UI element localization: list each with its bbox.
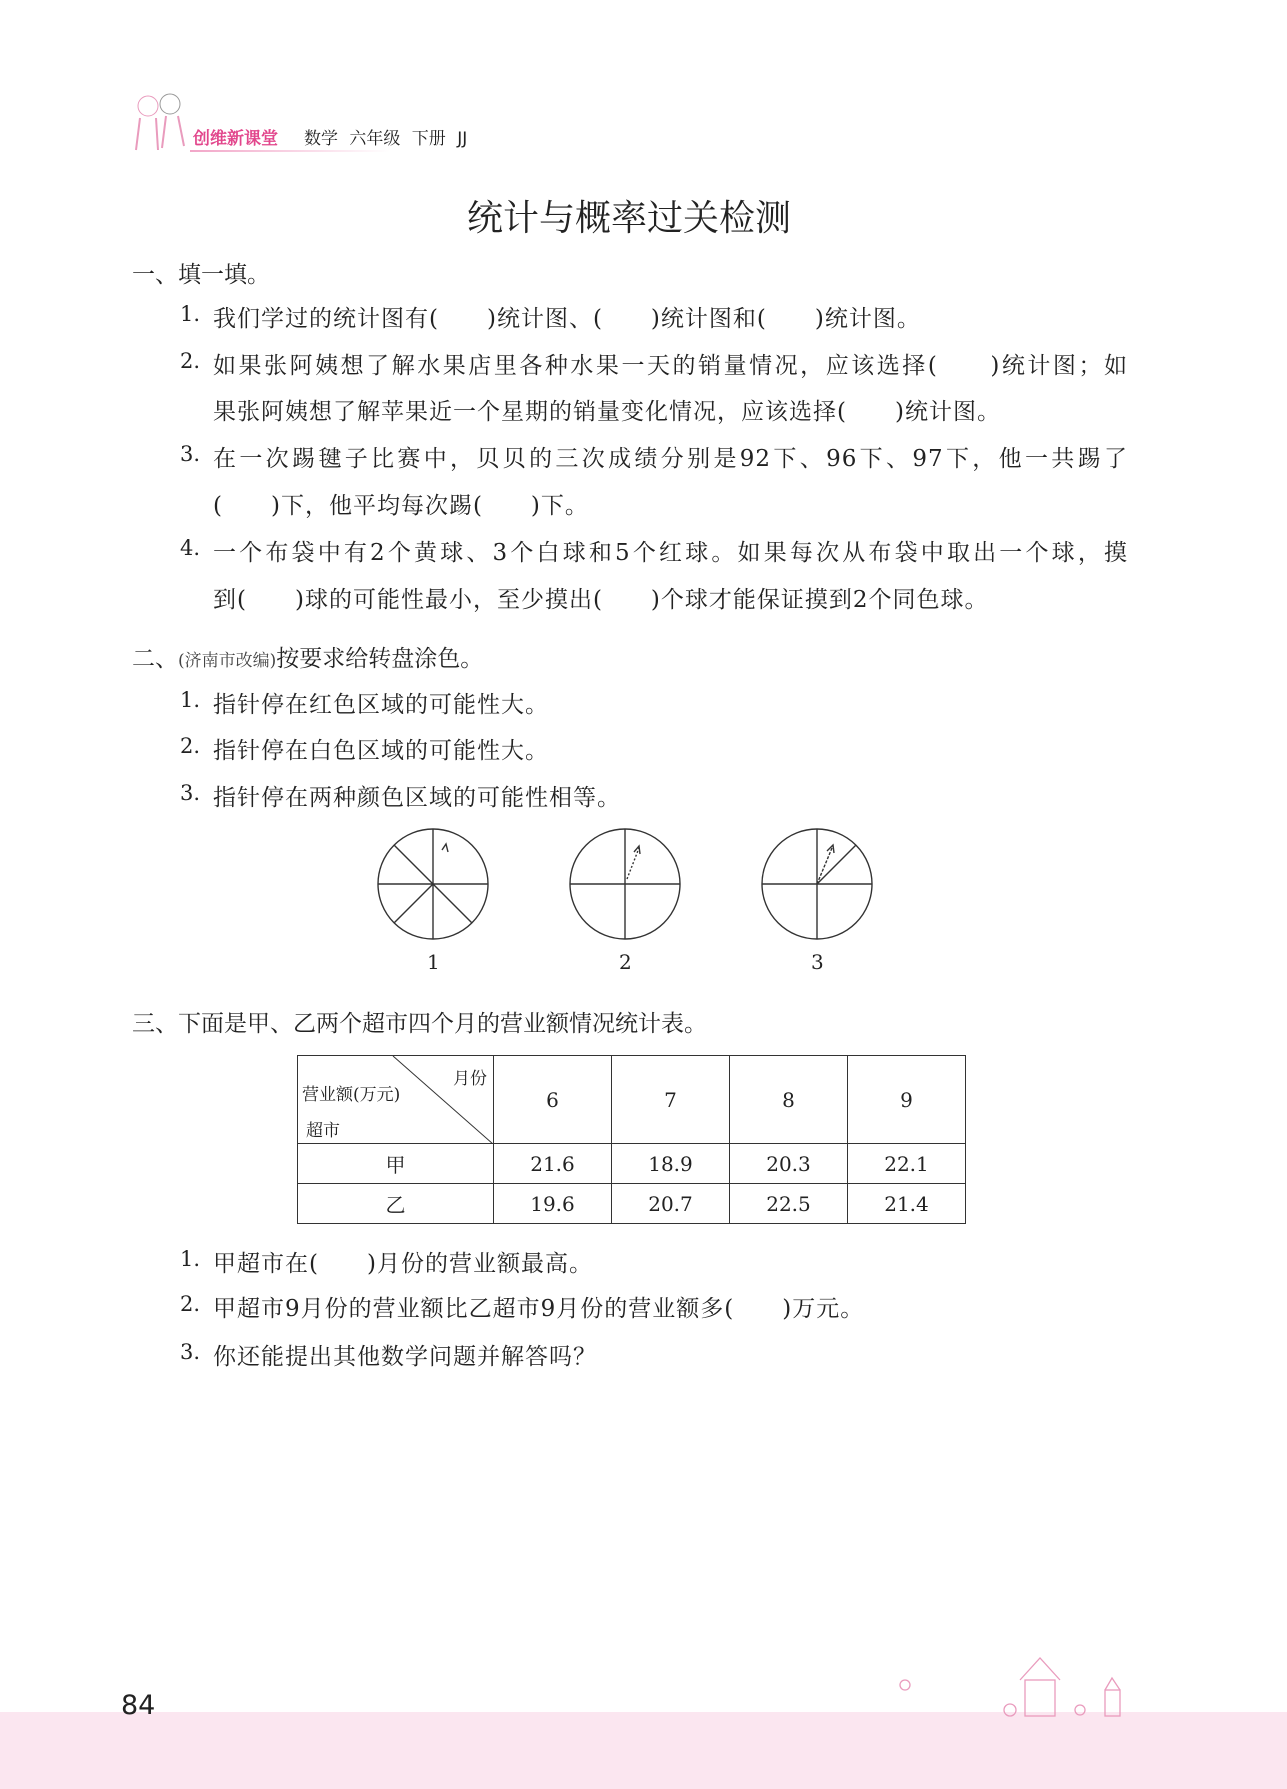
table-cell: 22.1 (848, 1144, 966, 1184)
q1-4-number: 4. (180, 536, 201, 560)
header-subtitle: 数学 六年级 下册 JJ (304, 129, 468, 149)
corner-sales-label: 营业额(万元) (302, 1085, 401, 1105)
section2-title: 按要求给转盘涂色。 (276, 646, 484, 672)
castle-decoration-icon (880, 1650, 1180, 1720)
footer-band (0, 1712, 1287, 1789)
q1-2-text-line2: 果张阿姨想了解苹果近一个星期的销量变化情况，应该选择( )统计图。 (213, 399, 1001, 425)
q2-3-number: 3. (180, 781, 201, 805)
header-brand: 创维新课堂 (193, 129, 278, 149)
q1-4-text-line1: 一个布袋中有2个黄球、3个白球和5个红球。如果每次从布袋中取出一个球，摸 (213, 540, 1128, 566)
q3-1-number: 1. (180, 1247, 201, 1271)
row-label: 甲 (298, 1144, 494, 1184)
spinner-3-label: 3 (811, 950, 824, 974)
q1-3-number: 3. (180, 442, 201, 466)
month-header: 7 (612, 1056, 730, 1144)
q1-4-text-line2: 到( )球的可能性最小，至少摸出( )个球才能保证摸到2个同色球。 (213, 587, 989, 613)
q3-3-text: 你还能提出其他数学问题并解答吗？ (213, 1344, 597, 1370)
section2-prefix: 二、 (132, 646, 178, 672)
q2-1-text: 指针停在红色区域的可能性大。 (213, 692, 549, 718)
sales-table (297, 1055, 966, 1224)
q1-1-text: 我们学过的统计图有( )统计图、( )统计图和( )统计图。 (213, 306, 921, 332)
q1-3-text-line2: ( )下，他平均每次踢( )下。 (213, 493, 589, 519)
pointer-arrow-icon (442, 844, 448, 852)
q3-3-number: 3. (180, 1340, 201, 1364)
q3-2-text: 甲超市9月份的营业额比乙超市9月份的营业额多( )万元。 (213, 1296, 865, 1322)
table-cell: 20.7 (612, 1184, 730, 1224)
month-header: 9 (848, 1056, 966, 1144)
spinner-3 (762, 829, 872, 939)
spinner-2 (570, 829, 680, 939)
table-header-row (298, 1056, 966, 1144)
month-header: 8 (730, 1056, 848, 1144)
row-label: 乙 (298, 1184, 494, 1224)
section1-heading: 一、填一填。 (132, 262, 270, 288)
pointer-arrow-icon (817, 848, 832, 884)
section2-source: (济南市改编) (178, 651, 277, 671)
spinner-1 (378, 829, 488, 939)
q2-1-number: 1. (180, 688, 201, 712)
q1-2-number: 2. (180, 349, 201, 373)
table-cell: 18.9 (612, 1144, 730, 1184)
month-header: 6 (494, 1056, 612, 1144)
table-row (298, 1184, 966, 1224)
q1-3-text-line1: 在一次踢毽子比赛中，贝贝的三次成绩分别是92下、96下、97下，他一共踢了 (213, 446, 1128, 472)
q3-1-text: 甲超市在( )月份的营业额最高。 (213, 1251, 593, 1277)
table-cell: 19.6 (494, 1184, 612, 1224)
header-underline (190, 150, 390, 152)
spinner-2-label: 2 (619, 950, 632, 974)
corner-month-label: 月份 (453, 1069, 487, 1089)
q2-2-number: 2. (180, 734, 201, 758)
q2-2-text: 指针停在白色区域的可能性大。 (213, 738, 549, 764)
table-cell: 20.3 (730, 1144, 848, 1184)
spinner-1-label: 1 (427, 950, 440, 974)
pointer-arrow-icon (627, 848, 639, 879)
q1-1-number: 1. (180, 302, 201, 326)
table-row (298, 1144, 966, 1184)
spinners-figure (0, 820, 1287, 950)
table-cell: 21.6 (494, 1144, 612, 1184)
table-corner-cell (298, 1056, 494, 1144)
q2-3-text: 指针停在两种颜色区域的可能性相等。 (213, 785, 621, 811)
section3-heading: 三、下面是甲、乙两个超市四个月的营业额情况统计表。 (132, 1011, 707, 1037)
table-cell: 21.4 (848, 1184, 966, 1224)
q3-2-number: 2. (180, 1292, 201, 1316)
header-logo-illustration (128, 88, 188, 154)
q1-2-text-line1: 如果张阿姨想了解水果店里各种水果一天的销量情况，应该选择( )统计图；如 (213, 353, 1128, 379)
page-number: 84 (121, 1690, 156, 1721)
page-title: 统计与概率过关检测 (466, 198, 791, 239)
section2-heading (132, 640, 483, 673)
corner-market-label: 超市 (306, 1121, 340, 1141)
table-cell: 22.5 (730, 1184, 848, 1224)
